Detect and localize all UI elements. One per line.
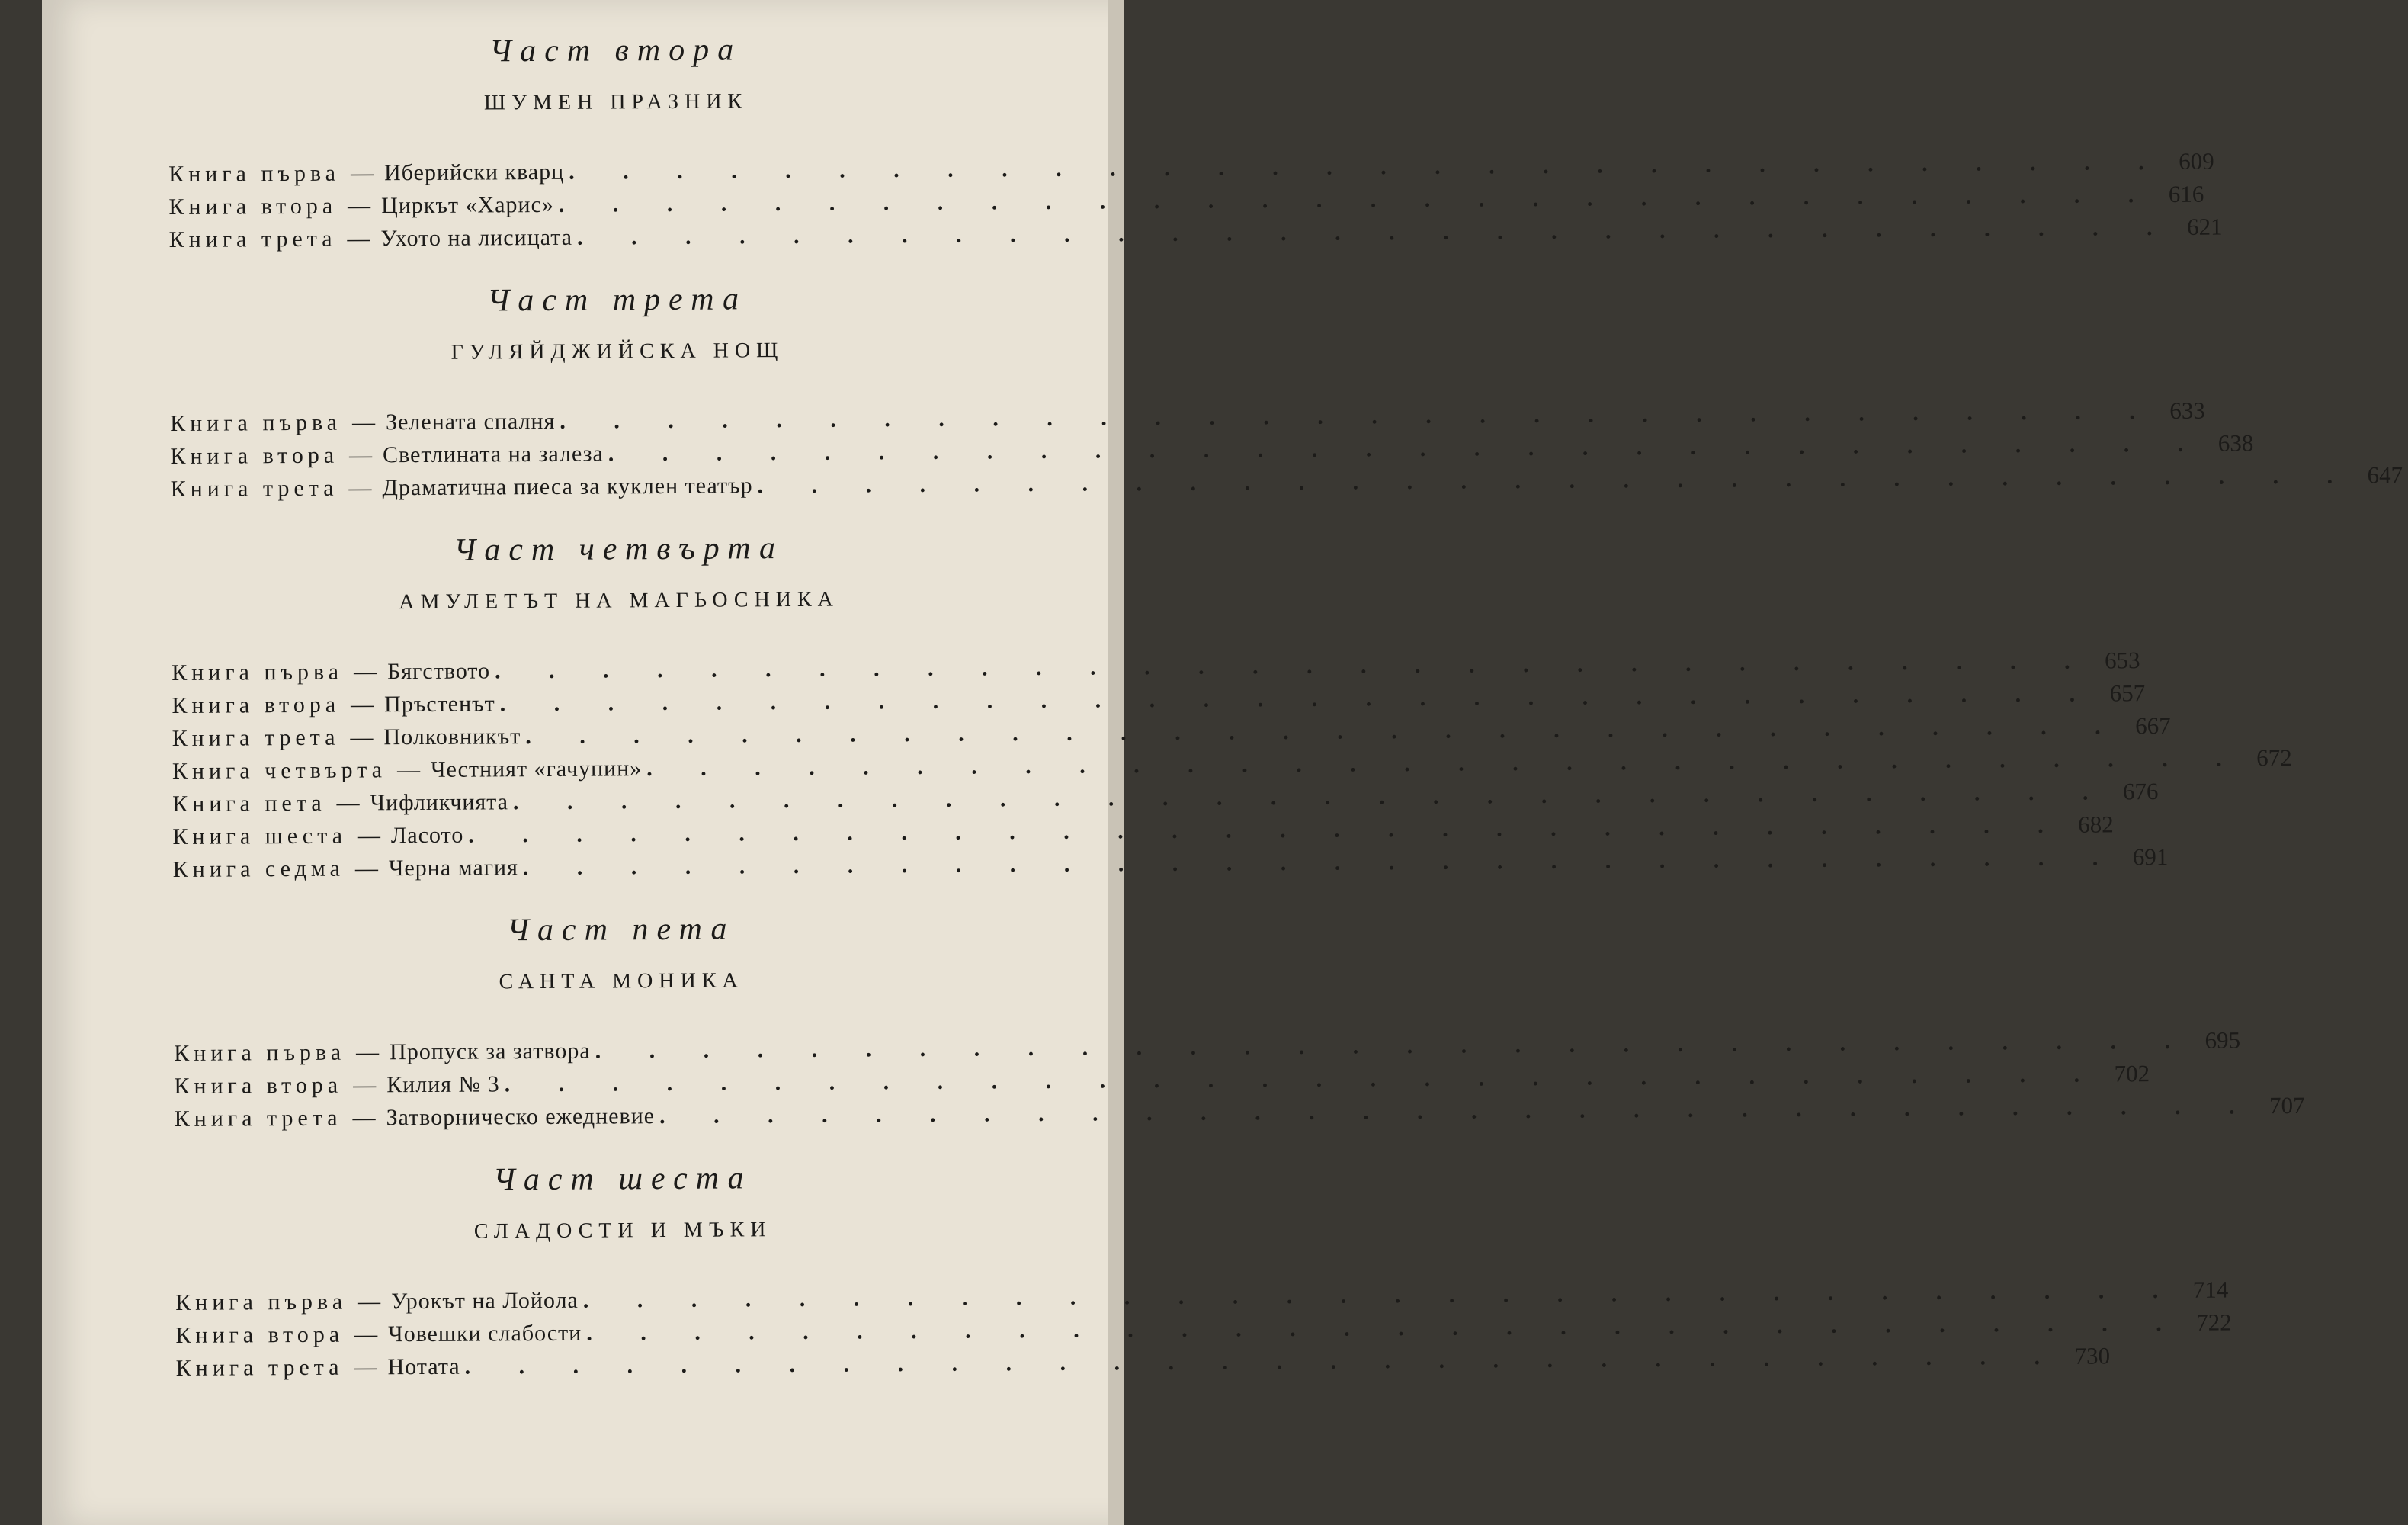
toc-entry — [168, 213, 2223, 255]
part-subtitle: САНТА МОНИКА — [499, 968, 744, 994]
em-dash-separator: — — [355, 1039, 380, 1065]
toc-entry — [175, 1308, 2232, 1351]
book-label: Книга седма — [172, 856, 345, 882]
dot-leader: . . . . . . . . . . . . . . . . . . . . . . . . . . . . . . — [576, 214, 2174, 250]
book-label: Книга трета — [175, 1354, 344, 1381]
chapter-title: Чифликчията — [370, 789, 509, 816]
em-dash-separator: — — [348, 475, 372, 501]
toc-entry — [174, 1091, 2305, 1135]
part-subtitle: ГУЛЯЙДЖИЙСКА НОЩ — [450, 339, 784, 364]
book-label: Книга пета — [172, 790, 326, 817]
toc-entry — [172, 778, 2159, 820]
page-number: 616 — [2168, 180, 2204, 207]
dot-leader: . . . . . . . . . . . . . . . . . . . . . . . . . . . . . . — [525, 714, 2122, 750]
dot-leader: . . . . . . . . . . . . . . . . . . . . . . . . . . . . . . — [468, 812, 2065, 848]
em-dash-separator: — — [357, 823, 381, 849]
dot-leader: . . . . . . . . . . . . . . . . . . . . . . . . . . . . . . — [499, 681, 2097, 717]
dot-leader: . . . . . . . . . . . . . . . . . . . . . . . . . . . . . . — [582, 1277, 2180, 1313]
toc-entry — [170, 461, 2403, 505]
dot-leader: . . . . . . . . . . . . . . . . . . . . . . . . . . . . . . — [586, 1310, 2183, 1346]
part-subtitle: АМУЛЕТЪТ НА МАГЬОСНИКА — [399, 587, 839, 615]
em-dash-separator: — — [350, 160, 374, 186]
chapter-title: Пръстенът — [383, 691, 495, 718]
toc-entry — [174, 1026, 2241, 1069]
part-title: Част шеста — [492, 1161, 752, 1198]
em-dash-separator: — — [354, 856, 379, 881]
em-dash-separator: — — [353, 659, 377, 685]
book-label: Книга четвърта — [172, 757, 387, 784]
chapter-title: Циркът «Харис» — [380, 191, 554, 219]
toc-entry — [172, 743, 2292, 787]
toc-entry — [175, 1342, 2111, 1384]
book-page — [42, 0, 2403, 1525]
entry-list — [168, 147, 2223, 255]
em-dash-separator: — — [354, 1354, 377, 1380]
dot-leader: . . . . . . . . . . . . . . . . . . . . . . . . . . . . . . — [464, 1344, 2062, 1379]
book-label: Книга втора — [168, 193, 338, 220]
toc-section — [169, 274, 2403, 505]
chapter-title: Черна магия — [388, 855, 518, 881]
toc-section — [168, 25, 2223, 255]
dot-leader: . . . . . . . . . . . . . . . . . . . . . . . . . . . . . . — [569, 149, 2166, 185]
toc-entry — [172, 647, 2140, 689]
toc-section — [173, 904, 2305, 1135]
page-number: 609 — [2179, 147, 2214, 175]
chapter-title: Ласото — [390, 822, 464, 849]
dot-leader: . . . . . . . . . . . . . . . . . . . . . . . . . . . . . . — [512, 779, 2110, 815]
page-number: 653 — [2104, 647, 2140, 674]
page-number: 682 — [2078, 811, 2114, 838]
toc-entry — [170, 396, 2205, 439]
page-number: 722 — [2196, 1308, 2232, 1336]
dot-leader: . . . . . . . . . . . . . . . . . . . . . . . . . . . . . . — [558, 182, 2156, 217]
page-number: 707 — [2269, 1091, 2305, 1119]
dot-leader: . . . . . . . . . . . . . . . . . . . . . . . . . . . . . . — [757, 463, 2355, 499]
page-number: 695 — [2204, 1026, 2241, 1054]
page-number: 633 — [2169, 396, 2205, 424]
em-dash-separator: — — [350, 692, 374, 718]
book-label: Книга първа — [172, 659, 344, 685]
em-dash-separator: — — [348, 442, 373, 468]
em-dash-separator: — — [347, 226, 370, 252]
part-subtitle: ШУМЕН ПРАЗНИК — [483, 89, 749, 115]
book-label: Книга трета — [168, 226, 337, 252]
page-number: 638 — [2217, 429, 2254, 457]
page-number: 691 — [2132, 843, 2169, 871]
chapter-title: Ухото на лисицата — [380, 224, 573, 252]
book-label: Книга трета — [174, 1105, 342, 1132]
book-label: Книга първа — [170, 409, 342, 436]
toc-entry — [172, 711, 2171, 754]
toc-entry — [168, 180, 2204, 223]
entry-list — [170, 396, 2403, 505]
toc-entry — [172, 843, 2169, 885]
entry-list — [175, 1276, 2232, 1384]
dot-leader: . . . . . . . . . . . . . . . . . . . . . . . . . . . . . . — [659, 1093, 2256, 1129]
chapter-title: Нотата — [387, 1353, 460, 1380]
em-dash-separator: — — [347, 193, 371, 219]
em-dash-separator: — — [350, 724, 374, 750]
book-label: Книга втора — [172, 692, 341, 718]
chapter-title: Човешки слабости — [388, 1320, 582, 1347]
toc-entry — [175, 1276, 2229, 1318]
chapter-title: Иберийски кварц — [383, 159, 565, 186]
em-dash-separator: — — [336, 790, 360, 816]
book-label: Книга шеста — [172, 823, 348, 849]
book-label: Книга втора — [174, 1072, 343, 1099]
toc-entry — [174, 1060, 2150, 1102]
part-title: Част пета — [506, 911, 736, 949]
page-number: 667 — [2135, 711, 2171, 740]
toc-section — [175, 1154, 2232, 1384]
chapter-title: Честният «гачупин» — [430, 756, 643, 782]
chapter-title: Урокът на Лойола — [390, 1287, 579, 1315]
book-label: Книга втора — [175, 1321, 345, 1348]
book-label: Книга трета — [172, 724, 340, 751]
dot-leader: . . . . . . . . . . . . . . . . . . . . . . . . . . . . . . — [646, 746, 2243, 782]
book-label: Книга първа — [175, 1289, 348, 1315]
chapter-title: Зелената спалня — [385, 408, 556, 435]
toc-entry — [172, 679, 2146, 721]
table-of-contents — [168, 25, 2403, 1408]
entry-list — [172, 647, 2292, 885]
page-number: 702 — [2114, 1060, 2150, 1087]
chapter-title: Килия № 3 — [386, 1071, 500, 1098]
dot-leader: . . . . . . . . . . . . . . . . . . . . . . . . . . . . . . — [522, 845, 2120, 881]
book-label: Книга трета — [170, 475, 338, 502]
page-number: 621 — [2186, 213, 2223, 240]
chapter-title: Бягството — [386, 658, 491, 685]
dot-leader: . . . . . . . . . . . . . . . . . . . . . . . . . . . . . . — [608, 431, 2205, 467]
page-number: 647 — [2367, 461, 2403, 489]
em-dash-separator: — — [357, 1289, 381, 1315]
em-dash-separator: — — [352, 1105, 376, 1131]
dot-leader: . . . . . . . . . . . . . . . . . . . . . . . . . . . . . . — [560, 399, 2156, 434]
book-label: Книга първа — [174, 1039, 346, 1066]
book-label: Книга втора — [170, 442, 339, 469]
dot-leader: . . . . . . . . . . . . . . . . . . . . . . . . . . . . . . — [504, 1061, 2102, 1097]
part-title: Част втора — [489, 32, 742, 69]
em-dash-separator: — — [396, 756, 421, 783]
em-dash-separator: — — [354, 1321, 378, 1347]
chapter-title: Затворническо ежедневие — [386, 1103, 656, 1131]
page-number: 714 — [2192, 1276, 2229, 1303]
chapter-title: Светлината на залеза — [382, 441, 604, 468]
page-number: 730 — [2074, 1342, 2111, 1369]
em-dash-separator: — — [351, 409, 376, 435]
toc-entry — [172, 811, 2114, 852]
chapter-title: Драматична пиеса за куклен театър — [382, 473, 753, 501]
part-title: Част трета — [487, 281, 748, 319]
entry-list — [174, 1026, 2305, 1135]
part-title: Част четвърта — [454, 531, 784, 568]
toc-entry — [168, 147, 2214, 190]
page-number: 657 — [2109, 679, 2146, 707]
toc-entry — [170, 429, 2254, 472]
part-subtitle: СЛАДОСТИ И МЪКИ — [473, 1218, 772, 1244]
em-dash-separator: — — [353, 1072, 377, 1098]
toc-section — [171, 524, 2292, 885]
dot-leader: . . . . . . . . . . . . . . . . . . . . . . . . . . . . . . — [494, 648, 2092, 684]
page-number: 672 — [2256, 743, 2292, 772]
chapter-title: Пропуск за затвора — [389, 1038, 591, 1065]
dot-leader: . . . . . . . . . . . . . . . . . . . . . . . . . . . . . . — [595, 1028, 2192, 1064]
book-label: Книга първа — [168, 160, 341, 187]
chapter-title: Полковникът — [383, 724, 521, 750]
page-number: 676 — [2122, 778, 2159, 805]
